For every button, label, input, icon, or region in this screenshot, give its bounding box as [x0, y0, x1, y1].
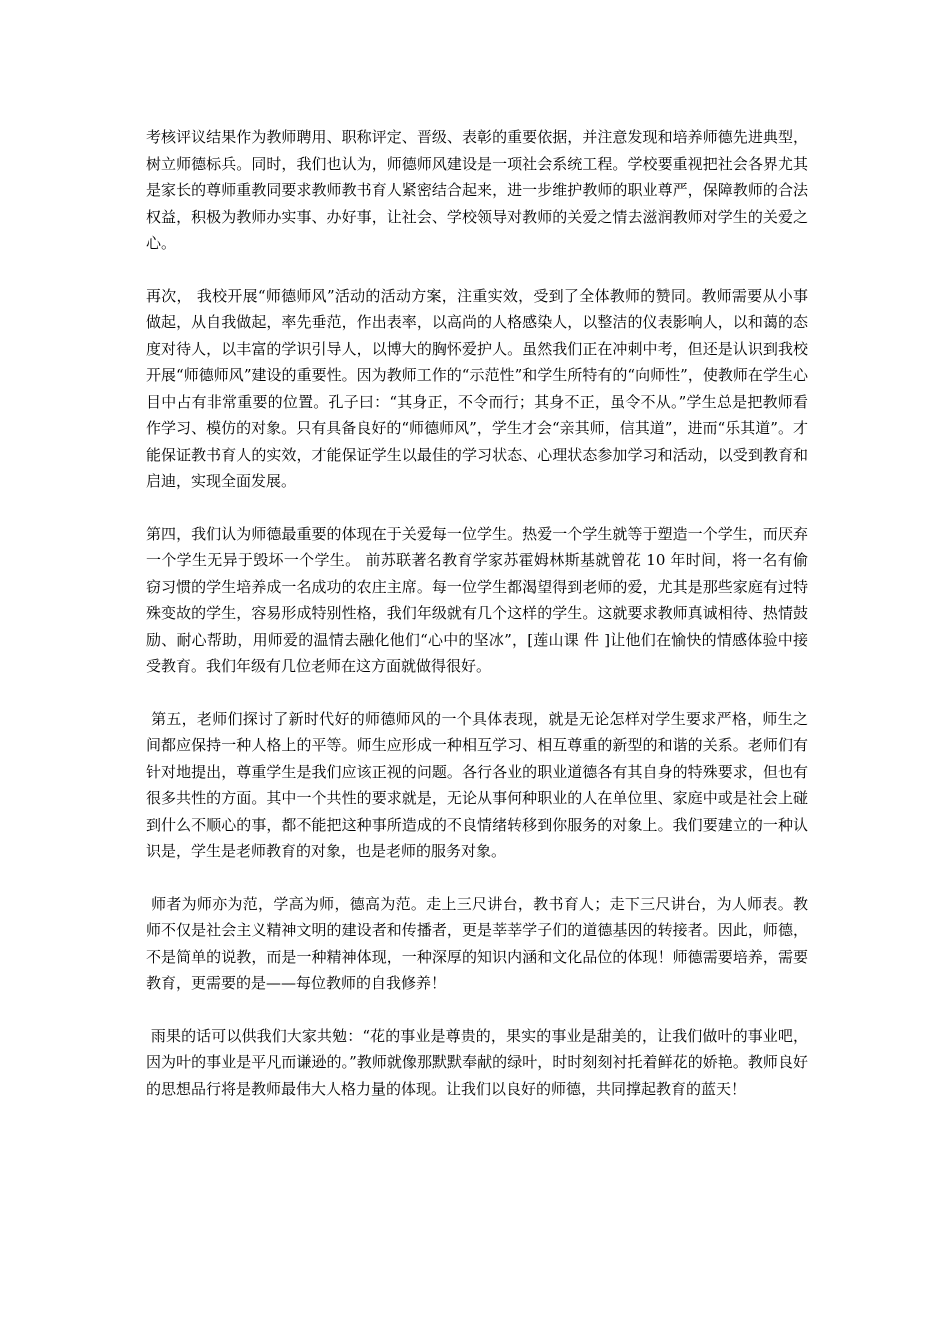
paragraph-hugo-quote: 雨果的话可以供我们大家共勉：“花的事业是尊贵的，果实的事业是甜美的，让我们做叶的事业吧，因为叶的事业是平凡而谦逊的。”教师就像那默默奉献的绿叶，时时刻刻衬托着鲜花的娇艳。教师良好的思想品行将是教师最伟大人格力量的体现。让我们以良好的师德，共同撑起教育的蓝天！	[146, 1026, 808, 1098]
paragraph-fourth: 第四，我们认为师德最重要的体现在于关爱每一位学生。热爱一个学生就等于塑造一个学生，而厌弃一个学生无异于毁坏一个学生。 前苏联著名教育学家苏霍姆林斯基就曾花 10 年时间，将一名有偷窃习惯的学生培养成一名成功的农庄主席。每一位学生都渴望得到老师的爱，尤其是那些家庭有过特殊变故的学生，容易形成特别性格，我们年级就有几个这样的学生。这就要求教师真诚相待、热情鼓励、耐心帮助，用师爱的温情去融化他们“心中的坚冰”，[莲山课 件 ]让他们在愉快的情感体验中接受教育。我们年级有几位老师在这方面就做得很好。	[146, 524, 808, 675]
paragraph-evaluation: 考核评议结果作为教师聘用、职称评定、晋级、表彰的重要依据，并注意发现和培养师德先进典型，树立师德标兵。同时，我们也认为，师德师风建设是一项社会系统工程。学校要重视把社会各界尤其是家长的尊师重教同要求教师教书育人紧密结合起来，进一步维护教师的职业尊严，保障教师的合法权益，积极为教师办实事、办好事，让社会、学校领导对教师的关爱之情去滋润教师对学生的关爱之心。	[146, 128, 808, 252]
paragraph-teacher-role: 师者为师亦为范，学高为师，德高为范。走上三尺讲台，教书育人；走下三尺讲台，为人师表。教师不仅是社会主义精神文明的建设者和传播者，更是莘莘学子们的道德基因的转接者。因此，师德，不是简单的说教，而是一种精神体现，一种深厚的知识内涵和文化品位的体现！师德需要培养，需要教育，更需要的是——每位教师的自我修养！	[146, 894, 808, 992]
document-body	[146, 124, 808, 1128]
paragraph-fifth: 第五，老师们探讨了新时代好的师德师风的一个具体表现，就是无论怎样对学生要求严格，师生之间都应保持一种人格上的平等。师生应形成一种相互学习、相互尊重的新型的和谐的关系。老师们有针对地提出，尊重学生是我们应该正视的问题。各行各业的职业道德各有其自身的特殊要求，但也有很多共性的方面。其中一个共性的要求就是，无论从事何种职业的人在单位里、家庭中或是社会上碰到什么不顺心的事，都不能把这种事所造成的不良情绪转移到你服务的对象上。我们要建立的一种认识是，学生是老师教育的对象，也是老师的服务对象。	[146, 709, 808, 860]
paragraph-third: 再次， 我校开展“师德师风”活动的活动方案，注重实效，受到了全体教师的赞同。教师需要从小事做起，从自我做起，率先垂范，作出表率，以高尚的人格感染人，以整洁的仪表影响人，以和蔼的态度对待人，以丰富的学识引导人，以博大的胸怀爱护人。虽然我们正在冲刺中考，但还是认识到我校开展“师德师风”建设的重要性。因为教师工作的“示范性”和学生所特有的“向师性”，使教师在学生心目中占有非常重要的位置。孔子曰：“其身正，不令而行；其身不正，虽令不从。”学生总是把教师看作学习、模仿的对象。只有具备良好的“师德师风”，学生才会“亲其师，信其道”，进而“乐其道”。才能保证教书育人的实效，才能保证学生以最佳的学习状态、心理状态参加学习和活动，以受到教育和启迪，实现全面发展。	[146, 286, 808, 490]
